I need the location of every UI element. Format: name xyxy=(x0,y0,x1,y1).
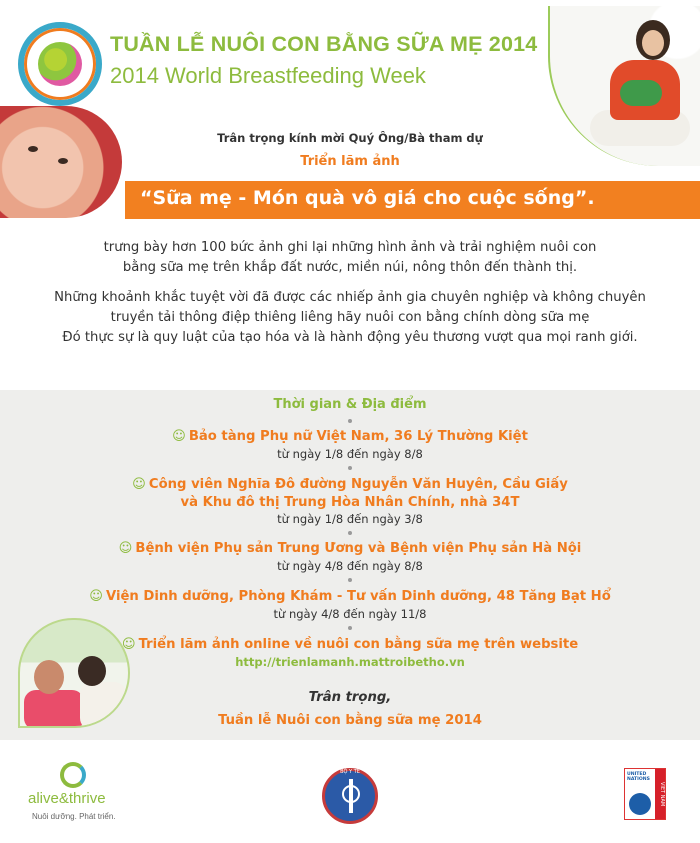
alive-thrive-tagline: Nuôi dưỡng. Phát triển. xyxy=(32,812,116,821)
ministry-of-health-logo xyxy=(322,768,378,824)
smile-icon: ☺ xyxy=(132,477,146,492)
united-nations-logo xyxy=(624,768,666,820)
smile-icon: ☺ xyxy=(89,589,103,604)
venue-name-line2: và Khu đô thị Trung Hòa Nhân Chính, nhà 34T xyxy=(180,495,520,510)
alive-thrive-logo-text: alive&thrive xyxy=(28,790,106,807)
smile-icon: ☺ xyxy=(172,429,186,444)
venue-item xyxy=(0,428,700,446)
invitation-line: Trân trọng kính mời Quý Ông/Bà tham dự xyxy=(217,131,483,145)
un-globe-icon xyxy=(629,793,651,815)
venue-dates: từ ngày 1/8 đến ngày 3/8 xyxy=(277,512,423,526)
closing-regards: Trân trọng, xyxy=(308,690,392,705)
venue-dates: từ ngày 4/8 đến ngày 8/8 xyxy=(277,559,423,573)
page-title-en: 2014 World Breastfeeding Week xyxy=(110,63,426,88)
theme-title: “Sữa mẹ - Món quà vô giá cho cuộc sống”. xyxy=(140,187,595,209)
venue-dates: từ ngày 4/8 đến ngày 11/8 xyxy=(273,607,427,621)
venue-name: Triển lãm ảnh online về nuôi con bằng sữa mẹ trên website xyxy=(138,637,579,652)
venue-item xyxy=(0,588,700,606)
event-name: Triển lãm ảnh xyxy=(300,154,400,169)
description-line: trưng bày hơn 100 bức ảnh ghi lại những hình ảnh và trải nghiệm nuôi con xyxy=(103,240,597,255)
venue-name: Bệnh viện Phụ sản Trung Ương và Bệnh viện Phụ sản Hà Nội xyxy=(135,541,582,556)
un-logo-text: UNITED NATIONS xyxy=(627,772,650,782)
separator-dot xyxy=(348,531,352,535)
smile-icon: ☺ xyxy=(118,541,133,556)
description-line: bằng sữa mẹ trên khắp đất nước, miền núi, nông thôn đến thành thị. xyxy=(122,260,578,275)
description-line: truyền tải thông điệp thiêng liêng hãy nuôi con bằng chính dòng sữa mẹ xyxy=(110,310,590,325)
venue-dates: từ ngày 1/8 đến ngày 8/8 xyxy=(277,447,423,461)
logo-mother-child-icon xyxy=(38,42,82,86)
un-logo-side-text: VIET NAM xyxy=(655,769,665,819)
exhibit-website-link[interactable]: http://trienlamanh.mattroibetho.vn xyxy=(235,655,465,669)
separator-dot xyxy=(348,466,352,470)
breastfeeding-week-logo xyxy=(18,22,102,106)
schedule-title: Thời gian & Địa điểm xyxy=(273,397,427,412)
moh-logo-text: BỘ Y TẾ xyxy=(340,769,360,775)
venue-name: Công viên Nghĩa Đô đường Nguyễn Văn Huyên, Cầu Giấy xyxy=(148,477,568,492)
smile-icon: ☺ xyxy=(121,637,136,652)
venue-name: Viện Dinh dưỡng, Phòng Khám - Tư vấn Dinh dưỡng, 48 Tăng Bạt Hổ xyxy=(105,589,611,604)
venue-name: Bảo tàng Phụ nữ Việt Nam, 36 Lý Thường Kiệt xyxy=(188,429,528,444)
clinic-mother-baby-photo xyxy=(18,618,130,728)
separator-dot xyxy=(348,626,352,630)
description-line: Đó thực sự là quy luật của tạo hóa và là hành động yêu thương vượt qua mọi ranh giới. xyxy=(62,330,638,345)
venue-item xyxy=(0,540,700,558)
closing-signature: Tuần lễ Nuôi con bằng sữa mẹ 2014 xyxy=(218,713,482,728)
venue-item xyxy=(0,476,700,494)
page-title-vn: TUẦN LỄ NUÔI CON BẰNG SỮA MẸ 2014 xyxy=(110,32,538,56)
description-line: Những khoảnh khắc tuyệt vời đã được các nhiếp ảnh gia chuyên nghiệp và không chuyên xyxy=(54,290,646,305)
alive-thrive-logo-icon xyxy=(60,762,86,788)
separator-dot xyxy=(348,419,352,423)
separator-dot xyxy=(348,578,352,582)
